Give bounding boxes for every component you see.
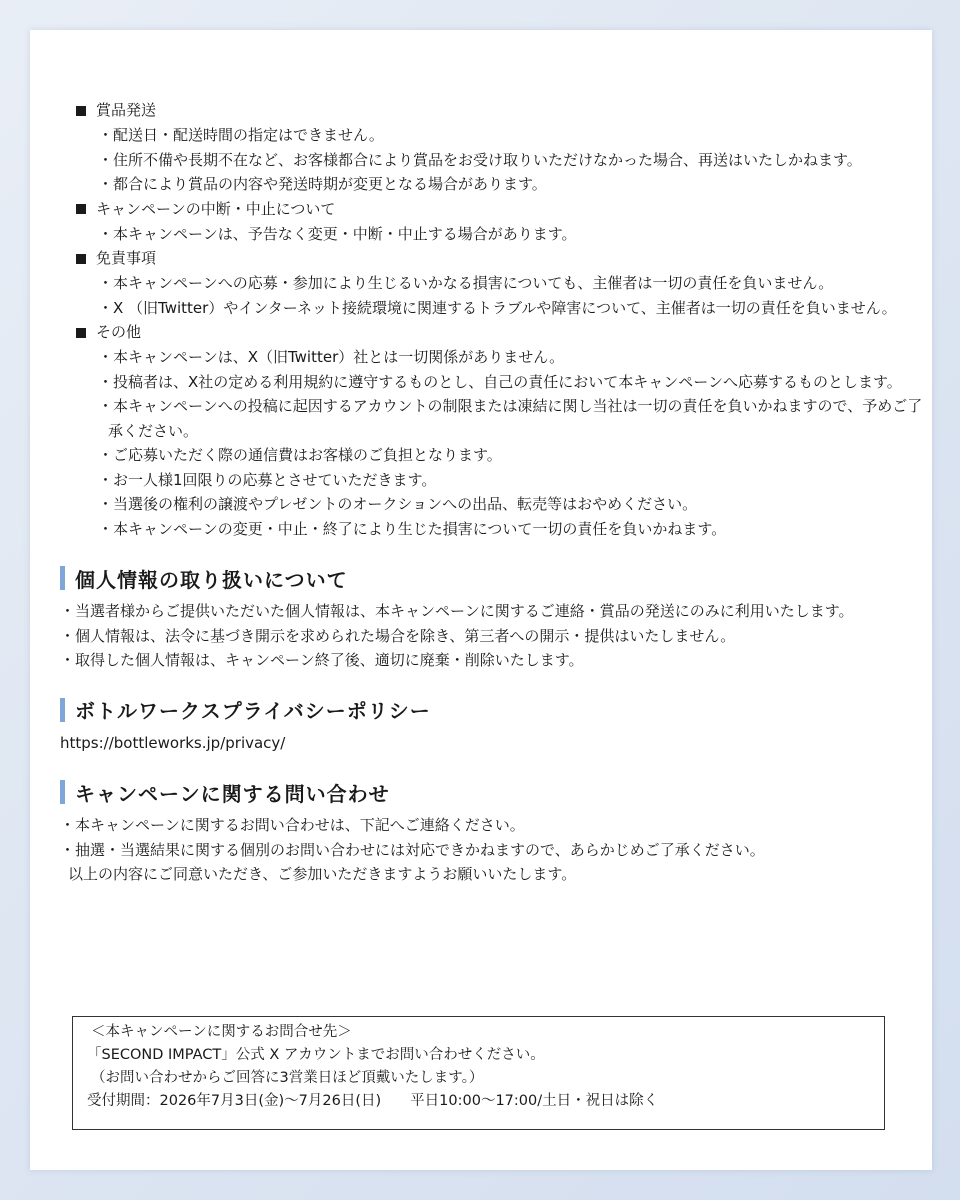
section-heading <box>74 246 924 271</box>
contact-box-hours: 受付期間：2026年7月3日(金)～7月26日(日) 平日10:00～17:00/土日・祝日は除く <box>87 1093 659 1109</box>
section-title: 免責事項 <box>96 249 157 267</box>
list-item: ・ご応募いただく際の通信費はお客様のご負担となります。 <box>98 446 502 464</box>
document-card <box>30 30 932 1170</box>
list-item: ・個人情報は、法令に基づき開示を求められた場合を除き、第三者への開示・提供はいたしません。 <box>60 626 736 645</box>
list-item: ・本キャンペーンは、予告なく変更・中断・中止する場合があります。 <box>98 224 577 243</box>
inquiry-heading <box>60 777 924 807</box>
section-heading <box>74 98 924 123</box>
list-item: ・本キャンペーンの変更・中止・終了により生じた損害について一切の責任を負いかねます。 <box>98 519 727 538</box>
accent-bar <box>60 780 65 804</box>
contact-box <box>72 1016 885 1130</box>
list-item: ・本キャンペーンは、X（旧Twitter）社とは一切関係がありません。 <box>98 348 565 366</box>
list-item: ・当選者様からご提供いただいた個人情報は、本キャンペーンに関するご連絡・賞品の発送にのみに利用いたします。 <box>60 602 854 620</box>
section-disclaimer <box>74 246 924 320</box>
list-item: ・本キャンペーンへの応募・参加により生じるいかなる損害についても、主催者は一切の責任を負いません。 <box>98 274 834 292</box>
section-title: その他 <box>96 323 142 341</box>
list-item: ・都合により賞品の内容や発送時期が変更となる場合があります。 <box>98 175 547 193</box>
list-item: ・X （旧Twitter）やインターネット接続環境に関連するトラブルや障害について、主催者は一切の責任を負いません。 <box>98 298 897 317</box>
privacy-title: 個人情報の取り扱いについて <box>75 567 348 592</box>
list-item: ・当選後の権利の譲渡やプレゼントのオークションへの出品、転売等はおやめください。 <box>98 495 698 513</box>
closing-note: 以上の内容にご同意いただき、ご参加いただきますようお願いいたします。 <box>68 865 577 883</box>
accent-bar <box>60 566 65 590</box>
square-bullet-icon <box>76 254 86 264</box>
list-item: ・住所不備や長期不在など、お客様都合により賞品をお受け取りいただけなかった場合、再送はいたしかねます。 <box>98 150 862 169</box>
square-bullet-icon <box>76 204 86 214</box>
contact-box-line: （お問い合わせからご回答に3営業日ほど頂戴いたします。） <box>91 1070 484 1086</box>
contact-box-line: 「SECOND IMPACT」公式 X アカウントまでお問い合わせください。 <box>87 1047 545 1063</box>
document-content <box>60 98 924 887</box>
section-heading <box>74 197 924 222</box>
list-item: ・配送日・配送時間の指定はできません。 <box>98 126 384 144</box>
section-campaign-suspension <box>74 197 924 247</box>
square-bullet-icon <box>76 328 86 338</box>
square-bullet-icon <box>76 106 86 116</box>
list-item: ・取得した個人情報は、キャンペーン終了後、適切に廃棄・削除いたします。 <box>60 651 584 669</box>
policy-heading <box>60 695 924 725</box>
section-other <box>74 320 924 541</box>
accent-bar <box>60 698 65 722</box>
privacy-heading <box>60 563 924 593</box>
list-item: ・本キャンペーンに関するお問い合わせは、下記へご連絡ください。 <box>60 816 525 834</box>
section-heading <box>74 320 924 345</box>
section-prize-shipping <box>74 98 924 197</box>
section-title: 賞品発送 <box>96 101 157 119</box>
section-title: キャンペーンの中断・中止について <box>96 199 336 218</box>
list-item: ・抽選・当選結果に関する個別のお問い合わせには対応できかねますので、あらかじめご了承ください。 <box>60 840 765 859</box>
contact-box-title: ＜本キャンペーンに関するお問合せ先＞ <box>91 1024 352 1040</box>
list-item: ・お一人様1回限りの応募とさせていただきます。 <box>98 470 437 489</box>
inquiry-title: キャンペーンに関する問い合わせ <box>75 781 390 806</box>
list-item: ・投稿者は、X社の定める利用規約に遵守するものとし、自己の責任において本キャンペーンへ応募するものとします。 <box>98 372 902 391</box>
policy-title: ボトルワークスプライバシーポリシー <box>75 699 431 723</box>
list-item: ・本キャンペーンへの投稿に起因するアカウントの制限または凍結に関し当社は一切の責任を負いかねますので、予めご了承ください。 <box>98 397 923 440</box>
policy-url-link[interactable]: https://bottleworks.jp/privacy/ <box>60 733 286 752</box>
